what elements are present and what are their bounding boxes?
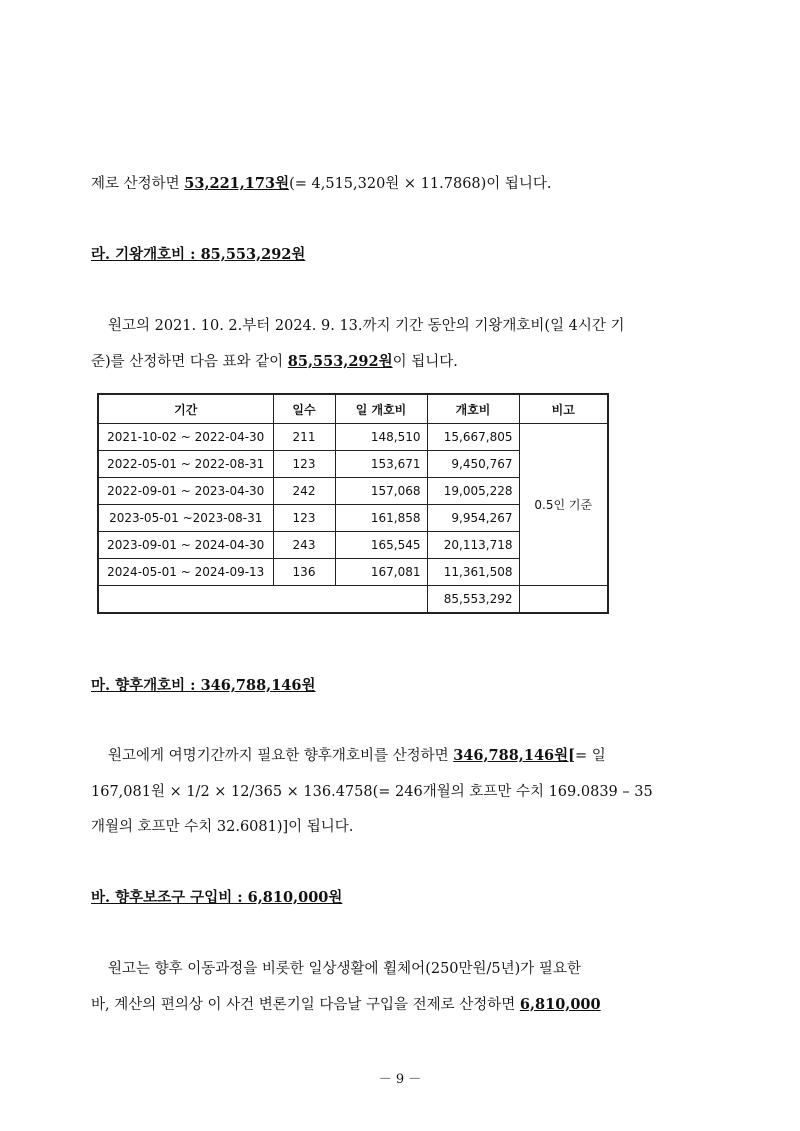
cell-daily: 161,858 <box>335 505 427 532</box>
cell-days: 243 <box>273 532 335 559</box>
paragraph-line: 원고의 2021. 10. 2.부터 2024. 9. 13.까지 기간 동안의 기왕개호비(일 4시간 기 <box>108 318 625 334</box>
cell-period: 2022-09-01 ~ 2023-04-30 <box>98 478 273 505</box>
table-header-row <box>98 394 608 424</box>
paragraph-line <box>91 174 552 194</box>
cell-daily: 148,510 <box>335 424 427 451</box>
cell-days: 123 <box>273 505 335 532</box>
cell-total: 19,005,228 <box>427 478 519 505</box>
cell-empty <box>98 586 427 614</box>
cell-days: 211 <box>273 424 335 451</box>
paragraph-line: 개월의 호프만 수치 32.6081)]이 됩니다. <box>91 819 354 835</box>
text: 이 됩니다. <box>392 354 458 370</box>
section-heading: 마. 향후개호비 : 346,788,146원 <box>91 677 316 694</box>
cell-total: 9,954,267 <box>427 505 519 532</box>
header-period: 기간 <box>98 394 273 424</box>
cell-days: 123 <box>273 451 335 478</box>
cell-daily: 167,081 <box>335 559 427 586</box>
text: 원고에게 여명기간까지 필요한 향후개호비를 산정하면 <box>108 748 454 764</box>
cell-total: 20,113,718 <box>427 532 519 559</box>
cell-period: 2023-05-01 ~2023-08-31 <box>98 505 273 532</box>
cell-total: 15,667,805 <box>427 424 519 451</box>
cell-total: 9,450,767 <box>427 451 519 478</box>
page-number: － 9 － <box>378 1072 422 1087</box>
paragraph-line <box>91 995 601 1015</box>
amount-text: 6,810,000 <box>519 996 601 1013</box>
cell-days: 242 <box>273 478 335 505</box>
text: 제로 산정하면 <box>91 176 185 192</box>
cell-period: 2023-09-01 ~ 2024-04-30 <box>98 532 273 559</box>
nursing-cost-table <box>97 393 609 614</box>
paragraph-line <box>108 746 606 766</box>
table-row <box>98 424 608 451</box>
cell-daily: 157,068 <box>335 478 427 505</box>
cell-total: 11,361,508 <box>427 559 519 586</box>
header-days: 일수 <box>273 394 335 424</box>
cell-empty <box>519 586 608 614</box>
header-note: 비고 <box>519 394 608 424</box>
text: 바, 계산의 편의상 이 사건 변론기일 다음날 구입을 전제로 산정하면 <box>91 997 520 1013</box>
cell-daily: 153,671 <box>335 451 427 478</box>
text: (= 4,515,320원 × 11.7868)이 됩니다. <box>289 176 552 192</box>
section-heading: 바. 향후보조구 구입비 : 6,810,000원 <box>91 889 343 906</box>
amount-text: 53,221,173원 <box>184 175 290 192</box>
amount-text: 85,553,292원 <box>287 353 393 370</box>
cell-period: 2024-05-01 ~ 2024-09-13 <box>98 559 273 586</box>
cell-daily: 165,545 <box>335 532 427 559</box>
paragraph-line: 167,081원 × 1/2 × 12/365 × 136.4758(= 246개월의 호프만 수치 169.0839 – 35 <box>91 784 653 800</box>
text: 준)를 산정하면 다음 표와 같이 <box>91 354 288 370</box>
header-daily-cost: 일 개호비 <box>335 394 427 424</box>
cell-days: 136 <box>273 559 335 586</box>
section-heading: 라. 기왕개호비 : 85,553,292원 <box>91 246 306 263</box>
table-sum-row <box>98 586 608 614</box>
cell-note: 0.5인 기준 <box>519 424 608 586</box>
paragraph-line: 원고는 향후 이동과정을 비롯한 일상생활에 휠체어(250만원/5년)가 필요한 <box>108 961 581 977</box>
cell-sum: 85,553,292 <box>427 586 519 614</box>
text: = 일 <box>575 748 606 764</box>
cell-period: 2022-05-01 ~ 2022-08-31 <box>98 451 273 478</box>
amount-text: 346,788,146원[ <box>453 747 575 764</box>
cell-period: 2021-10-02 ~ 2022-04-30 <box>98 424 273 451</box>
header-cost: 개호비 <box>427 394 519 424</box>
paragraph-line <box>91 352 458 372</box>
